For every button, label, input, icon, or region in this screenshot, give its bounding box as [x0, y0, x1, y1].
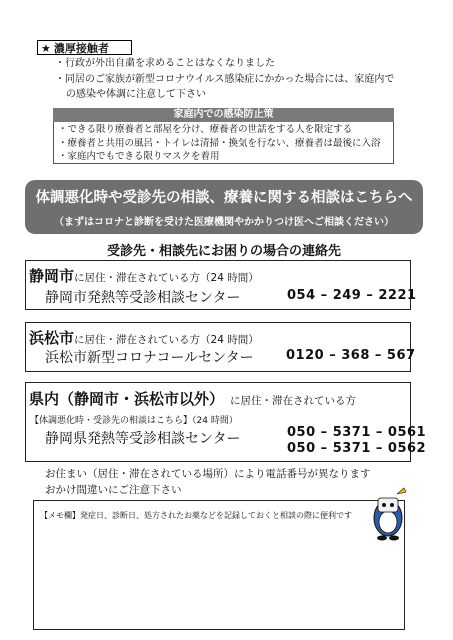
banner-line-2: （まずはコロナと診断を受けた医療機関やかかりつけ医へご相談ください） — [54, 217, 394, 228]
prevention-item-3: ・家庭内でもできる限りマスクを着用 — [58, 151, 220, 162]
prevention-title: 家庭内での感染防止策 — [53, 108, 394, 122]
close-contact-note-2: ・同居のご家族が新型コロナウイルス感染症にかかった場合には、家庭内で — [55, 74, 395, 85]
star-icon: ★ — [41, 42, 51, 55]
contacts-heading: 受診先・相談先にお困りの場合の連絡先 — [106, 244, 341, 259]
region-stay: に居住・滞在されている方 — [230, 395, 357, 407]
banner-line-1: 体調悪化時や受診先の相談、療養に関する相談はこちらへ — [35, 190, 413, 206]
mascot-icon — [366, 484, 410, 544]
region-name: 県内（静岡市・浜松市以外） — [29, 390, 225, 408]
prefecture-note: 【体調悪化時・受診先の相談はこちら】（24 時間） — [30, 416, 238, 426]
region-name: 浜松市 — [29, 329, 75, 347]
phone-number[interactable]: 050 – 5371 – 0562 — [287, 441, 427, 456]
phone-number[interactable]: 0120 – 368 – 567 — [286, 348, 416, 363]
contact-region-line — [29, 265, 259, 286]
phone-number[interactable]: 050 – 5371 – 0561 — [287, 425, 427, 440]
close-contact-note-1: ・行政が外出自粛を求めることはなくなりました — [55, 58, 275, 69]
memo-label: 【メモ欄】発症日、診断日、処方されたお薬などを記録しておくと相談の際に便利です — [40, 511, 352, 520]
prevention-item-1: ・できる限り療養者と部屋を分け、療養者の世話をする人を限定する — [58, 124, 353, 135]
contact-region-line — [29, 327, 259, 348]
prevention-item-2: ・療養者と共用の風呂・トイレは清掃・換気を行ない、療養者は最後に入浴 — [58, 138, 381, 149]
warning-line-1: お住まい（居住・滞在されている場所）により電話番号が異なります — [45, 468, 371, 480]
center-name: 静岡市発熱等受診相談センター — [45, 290, 241, 306]
warning-line-2: おかけ間違いにご注意下さい — [45, 484, 182, 496]
center-name: 浜松市新型コロナコールセンター — [45, 350, 254, 366]
center-name: 静岡県発熱等受診相談センター — [45, 431, 241, 447]
region-stay: に居住・滞在されている方（24 時間） — [74, 334, 259, 346]
phone-number[interactable]: 054 – 249 – 2221 — [287, 288, 417, 303]
contact-region-line — [29, 388, 356, 409]
close-contact-title: ★ 濃厚接触者 — [37, 40, 132, 55]
close-contact-note-3: の感染や体調に注意して下さい — [66, 89, 206, 100]
region-name: 静岡市 — [29, 267, 75, 285]
region-stay: に居住・滞在されている方（24 時間） — [74, 272, 259, 284]
